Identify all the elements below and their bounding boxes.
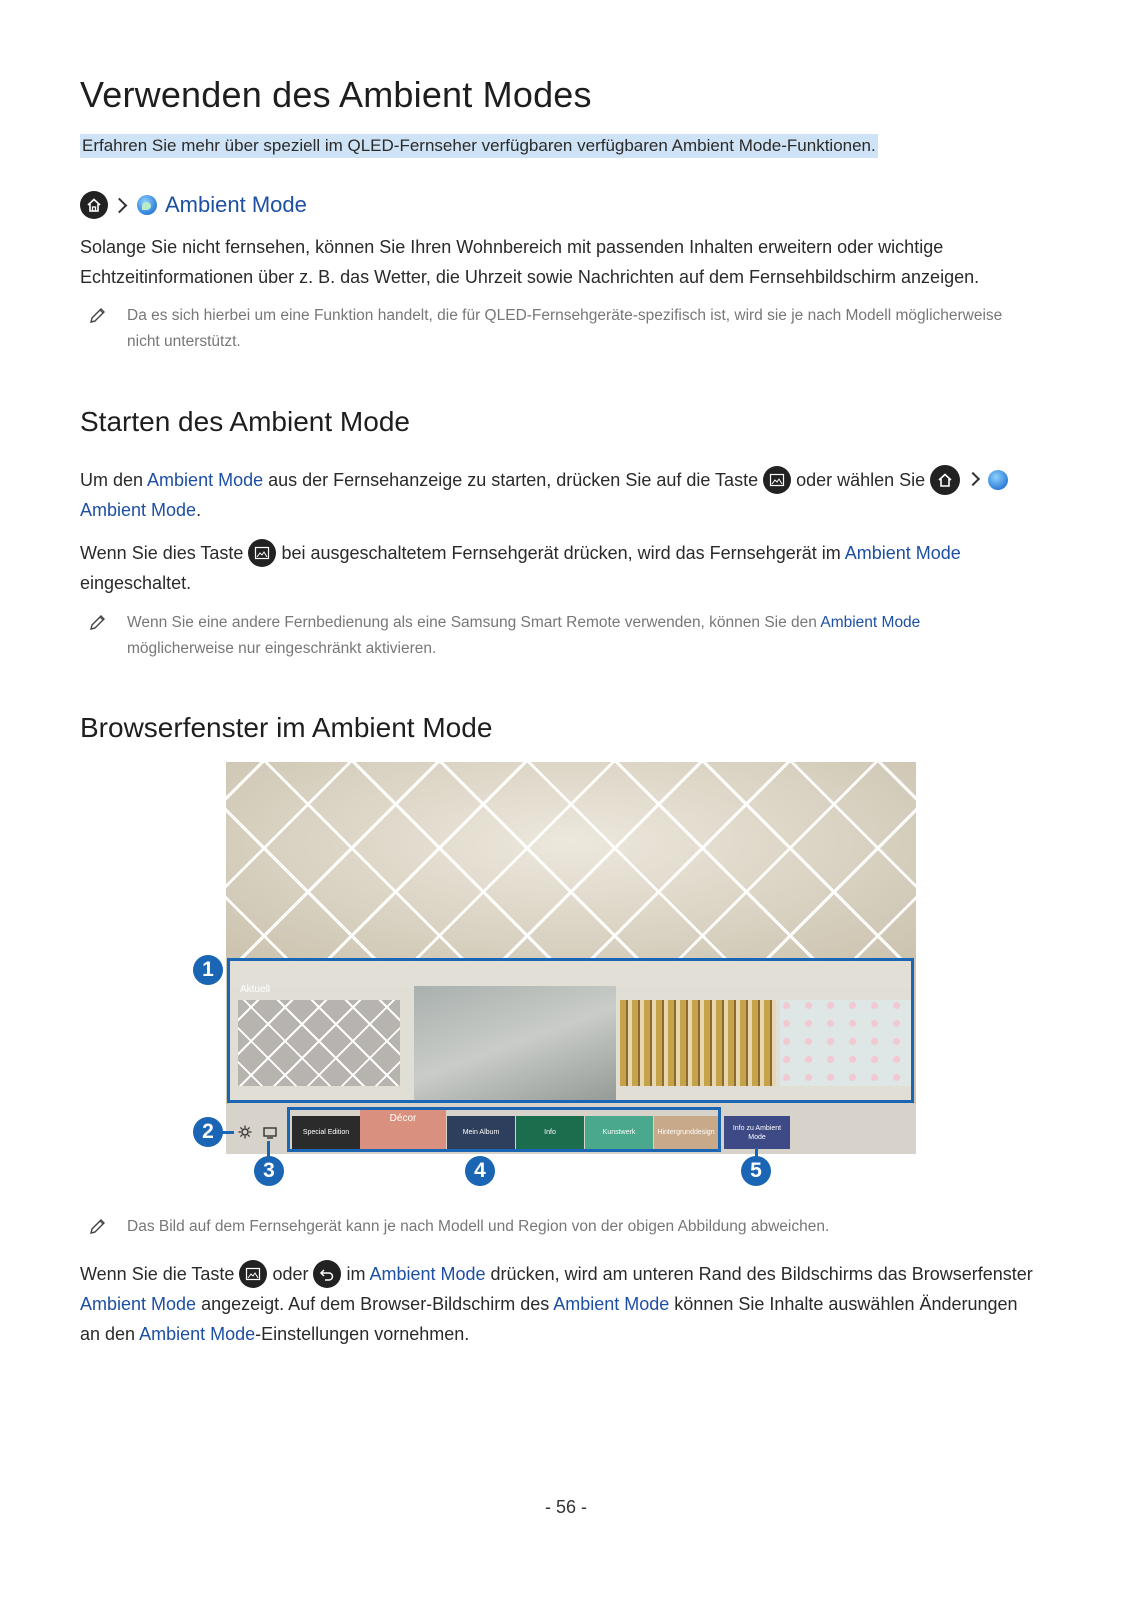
callout-number-1: 1 <box>193 955 223 985</box>
paragraph-start-ambient: Um den Ambient Mode aus der Fernsehanzeige zu starten, drücken Sie auf die Taste oder wählen Sie Ambient Mode. <box>80 465 1040 525</box>
paragraph-browser-window: Wenn Sie die Taste oder im Ambient Mode drücken, wird am unteren Rand des Bildschirms das Browserfenster Ambient Mode angezeigt. Auf dem Browser-Bildschirm des Ambient Mode können Sie Inhalte auswählen Änderungen an den Ambient Mode-Einstellungen vornehmen. <box>80 1259 1040 1349</box>
callout-box-content-browser <box>227 958 914 1103</box>
tv-icon[interactable] <box>263 1126 277 1144</box>
tab-special-edition[interactable]: Special Edition <box>292 1116 360 1149</box>
return-key-icon <box>313 1260 341 1288</box>
note-other-remote: Wenn Sie eine andere Fernbedienung als eine Samsung Smart Remote verwenden, können Sie den Ambient Mode möglicherweise nur eingeschränkt aktivieren. <box>127 614 921 657</box>
note-pencil-icon <box>88 305 108 325</box>
chevron-right-icon <box>966 472 980 486</box>
tab-kunstwerk[interactable]: Kunstwerk <box>585 1116 653 1149</box>
ambient-key-icon <box>239 1260 267 1288</box>
intro-paragraph: Solange Sie nicht fernsehen, können Sie Ihren Wohnbereich mit passenden Inhalten erweitern oder wichtige Echtzeitinformationen über z. B. das Wetter, die Uhrzeit sowie Nachrichten auf dem Fernsehbildschirm anzeigen. <box>80 237 980 287</box>
ambient-mode-icon <box>988 470 1008 490</box>
ambient-key-icon <box>248 539 276 567</box>
wall-lattice-image <box>226 762 916 962</box>
note-pencil-icon <box>88 612 108 632</box>
tab-info[interactable]: Info <box>516 1116 584 1149</box>
page-title: Verwenden des Ambient Modes <box>80 74 592 115</box>
callout-box-categories <box>287 1107 721 1152</box>
breadcrumb <box>80 190 307 220</box>
intro-highlight: Erfahren Sie mehr über speziell im QLED-Fernseher verfügbaren verfügbaren Ambient Mode-Funktionen. <box>80 134 878 158</box>
heading-starten: Starten des Ambient Mode <box>80 406 410 437</box>
current-label: Aktuell <box>240 984 271 995</box>
link-ambient-mode[interactable]: Ambient Mode <box>80 1294 197 1314</box>
callout-number-5: 5 <box>741 1156 771 1186</box>
note-image-differs: Das Bild auf dem Fernsehgerät kann je nach Modell und Region von der obigen Abbildung abweichen. <box>127 1218 830 1235</box>
callout-leader-5 <box>755 1148 758 1158</box>
home-icon <box>80 191 108 219</box>
tab-mein-album[interactable]: Mein Album <box>447 1116 515 1149</box>
callout-leader-2 <box>222 1131 234 1134</box>
home-icon <box>930 465 960 495</box>
link-ambient-mode[interactable]: Ambient Mode <box>844 543 961 563</box>
callout-leader-3 <box>267 1141 270 1157</box>
link-ambient-mode[interactable]: Ambient Mode <box>139 1324 256 1344</box>
paragraph-power-off: Wenn Sie dies Taste bei ausgeschaltetem Fernsehgerät drücken, wird das Fernsehgerät im Ambient Mode eingeschaltet. <box>80 538 1040 598</box>
heading-browser: Browserfenster im Ambient Mode <box>80 712 493 743</box>
chevron-right-icon <box>112 197 128 213</box>
page-number: - 56 - <box>544 1497 587 1517</box>
tab-decor[interactable]: Décor <box>360 1108 446 1149</box>
link-ambient-mode[interactable]: Ambient Mode <box>553 1294 670 1314</box>
settings-icon[interactable] <box>238 1125 252 1144</box>
note-qled-support: Da es sich hierbei um eine Funktion handelt, die für QLED-Fernsehgeräte-spezifisch ist, wird sie je nach Modell möglicherweise nicht unterstützt. <box>127 307 1003 350</box>
link-ambient-mode[interactable]: Ambient Mode <box>80 500 197 520</box>
callout-number-3: 3 <box>254 1156 284 1186</box>
ambient-key-icon <box>763 466 791 494</box>
tab-info-zu-ambient-mode[interactable]: Info zu Ambient Mode <box>724 1116 790 1149</box>
callout-number-2: 2 <box>193 1117 223 1147</box>
ambient-mode-icon <box>137 195 157 215</box>
link-ambient-mode[interactable]: Ambient Mode <box>147 470 264 490</box>
breadcrumb-link-ambient-mode[interactable]: Ambient Mode <box>165 192 307 217</box>
link-ambient-mode[interactable]: Ambient Mode <box>820 614 921 631</box>
note-pencil-icon <box>88 1216 108 1236</box>
callout-number-4: 4 <box>465 1156 495 1186</box>
link-ambient-mode[interactable]: Ambient Mode <box>369 1264 486 1284</box>
tab-hintergrunddesign[interactable]: Hintergrunddesign <box>654 1116 718 1149</box>
